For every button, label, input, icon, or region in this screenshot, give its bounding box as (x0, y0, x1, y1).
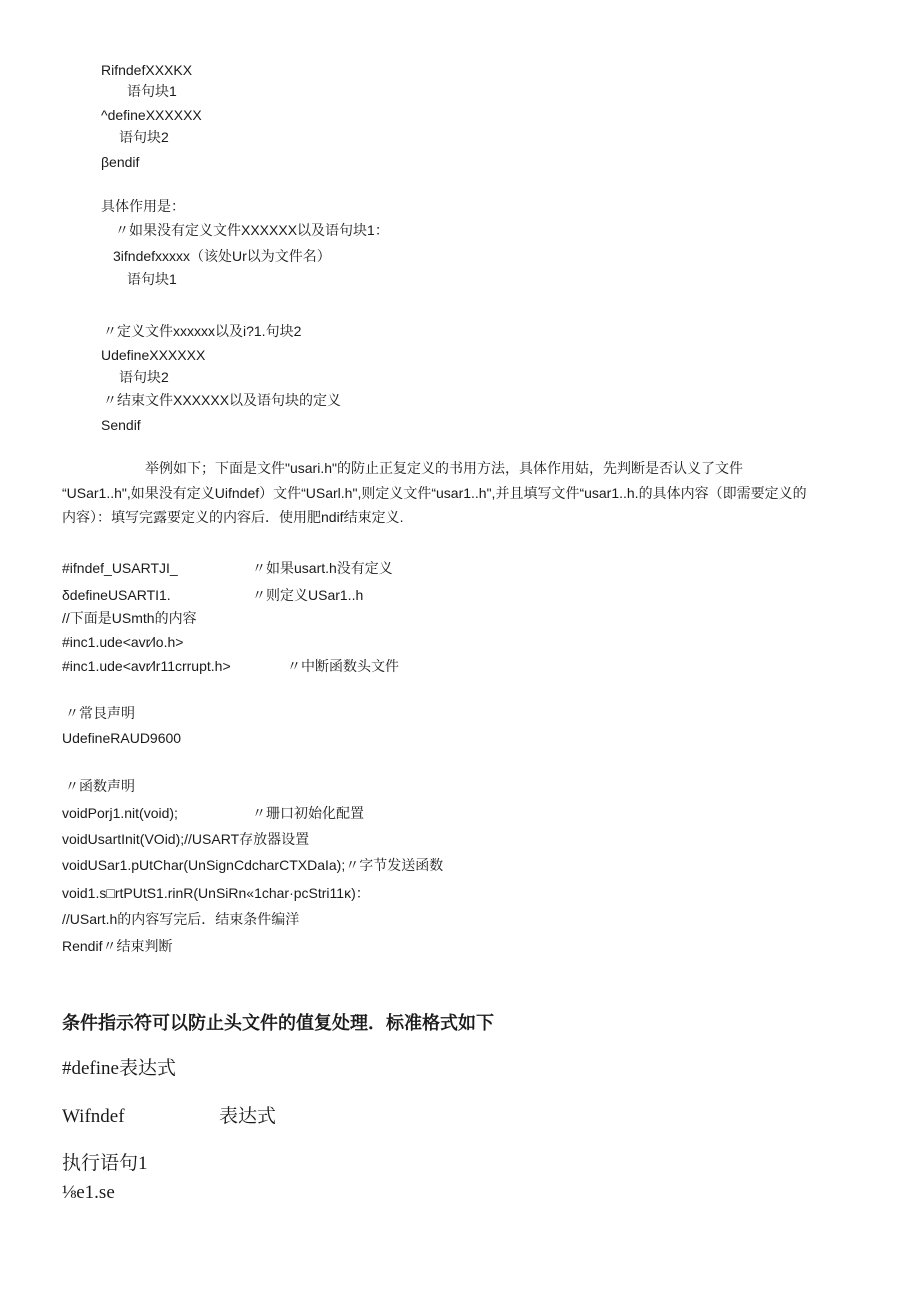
paragraph-line: 内容）：填写完露要定义的内容后．使用肥ndif结束定义. (62, 509, 404, 525)
code-comment: 〃则定义USar1..h (252, 587, 364, 603)
code-comment: //USart.h的内容写完后．结束条件编洋 (62, 911, 300, 927)
code-line: UdefineXXXXXX (101, 347, 206, 363)
code-comment: 〃常艮声明 (65, 705, 135, 721)
code-line: voidPorj1.nit(void); (62, 805, 178, 821)
code-comment: 〃函数声明 (65, 778, 135, 794)
code-comment: 〃定义文件xxxxxx以及i?1.句块2 (103, 323, 302, 339)
code-comment: 〃如果usart.h没有定义 (252, 560, 393, 576)
code-line: 语句块1 (127, 83, 177, 99)
section-label: 具体作用是： (101, 198, 185, 214)
code-line: Sendif (101, 417, 141, 433)
code-line: RifndefXXXKX (101, 62, 193, 78)
code-line: voidUsartInit(VOid);//USART存放器设置 (62, 831, 310, 847)
format-define-line: #define表达式 (62, 1058, 176, 1079)
code-line: 语句块1 (127, 271, 177, 287)
code-line: Rendif〃结束判断 (62, 938, 173, 954)
section-heading: 条件指示符可以防止头文件的值复处理．标准格式如下 (62, 1013, 494, 1033)
code-line: 语句块2 (119, 369, 169, 385)
code-line: βendif (101, 154, 140, 170)
code-comment: //下面是USmth的内容 (62, 610, 197, 626)
format-ifndef-keyword: Wifndef (62, 1106, 125, 1127)
format-exec-statement: 执行语句1 (62, 1153, 148, 1174)
code-line: voidUSar1.pUtChar(UnSignCdcharCTXDaIa);〃字节发送函数 (62, 857, 444, 873)
paragraph-line: 举例如下；下面是文件"usari.h"的防止正复定义的书用方法，具体作用姑，先判断是否认义了文件 (145, 460, 743, 476)
format-ifndef-expression: 表达式 (219, 1106, 277, 1127)
code-comment: 〃如果没有定义文件XXXXXX以及语句块1： (115, 222, 389, 238)
code-line: UdefineRAUD9600 (62, 730, 182, 746)
code-line: 语句块2 (119, 129, 169, 145)
code-line: void1.s□rtPUtS1.rinR(UnSiRn«1char·pcStri11κ)： (62, 885, 370, 901)
code-comment: 〃珊口初始化配置 (252, 805, 364, 821)
code-comment: 〃中断函数头文件 (287, 658, 399, 674)
code-line: 3ifndefxxxxx（该处Ur以为文件名） (113, 248, 331, 264)
code-line: δdefineUSARTI1. (62, 587, 171, 603)
code-line: ^defineXXXXXX (101, 107, 202, 123)
code-line: #inc1.ude<avr⁄lr11crrupt.h> (62, 658, 231, 674)
format-else-line: ⅛e1.se (62, 1182, 115, 1203)
paragraph-line: “USar1..h",如果没有定义Uifndef）文件“USarl.h",则定义文件“usar1..h",并且填写文件“usar1..h.的具体内容（即需要定义的 (62, 485, 807, 501)
code-comment: 〃结束文件XXXXXX以及语句块的定义 (103, 392, 342, 408)
code-line: #ifndef_USARTJI_ (62, 560, 178, 576)
code-line: #inc1.ude<avr⁄lo.h> (62, 634, 184, 650)
